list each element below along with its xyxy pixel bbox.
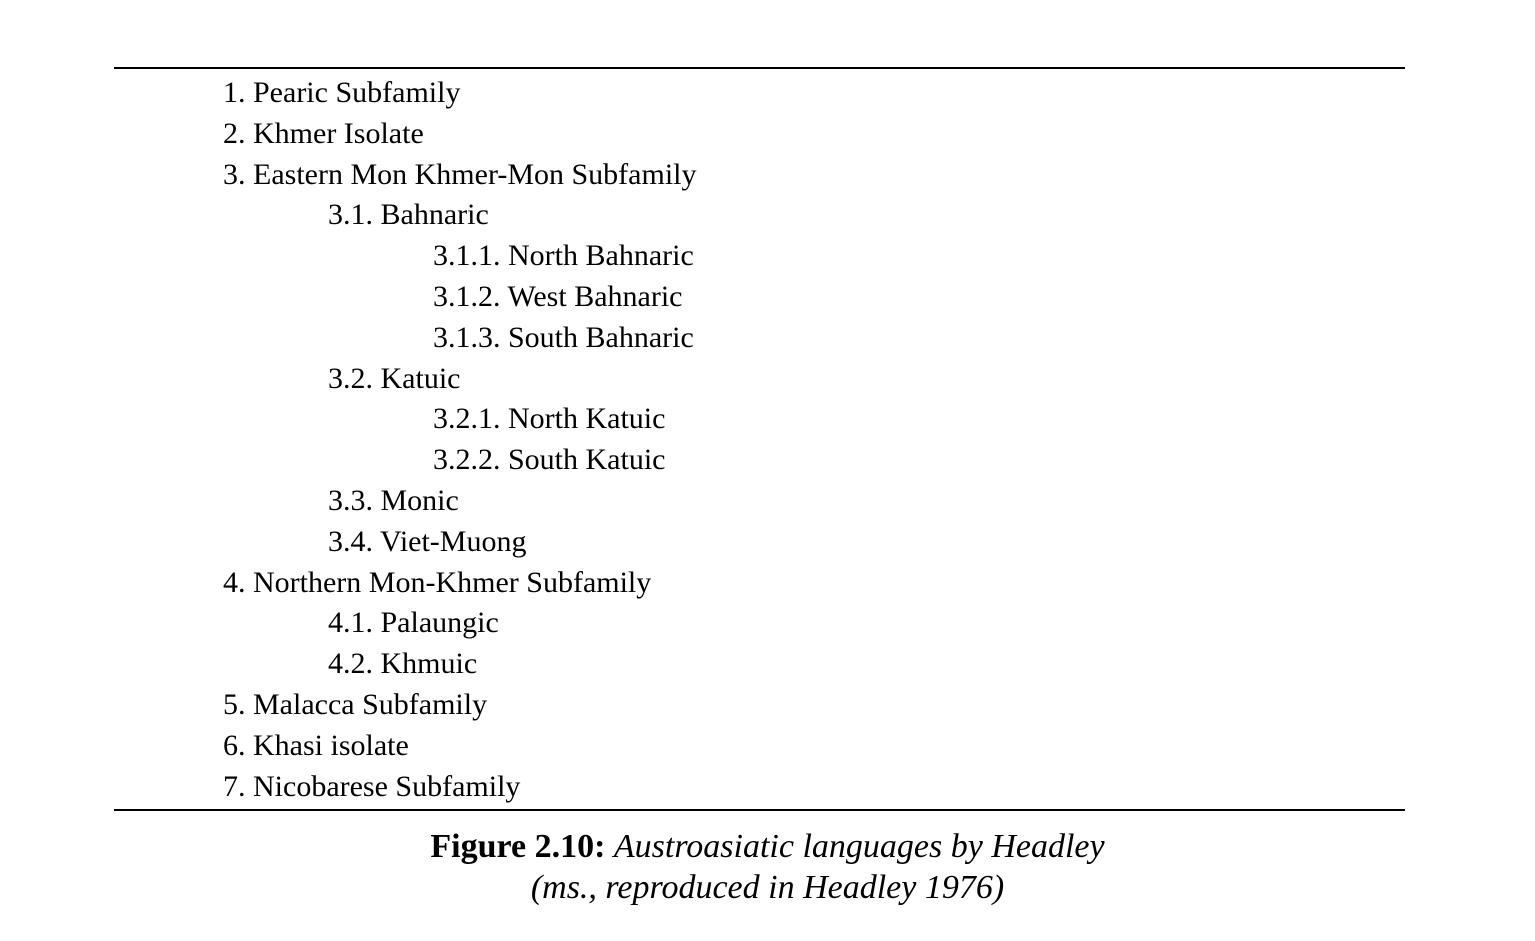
outline-item: 3.1.1. North Bahnaric — [433, 239, 694, 273]
figure-caption — [0, 826, 1535, 908]
bottom-rule — [114, 809, 1405, 811]
outline-item: 7. Nicobarese Subfamily — [223, 769, 521, 803]
outline-item: 3.2.1. North Katuic — [433, 402, 666, 436]
outline-item: 3.2. Katuic — [328, 361, 461, 395]
outline-item: 3.1.3. South Bahnaric — [433, 320, 694, 354]
outline-item: 2. Khmer Isolate — [223, 116, 424, 150]
outline-item: 5. Malacca Subfamily — [223, 687, 488, 721]
outline-item: 4. Northern Mon-Khmer Subfamily — [223, 565, 652, 599]
language-outline — [0, 73, 1535, 807]
caption-source: (ms., reproduced in Headley 1976) — [530, 869, 1005, 906]
outline-item: 3.2.2. South Katuic — [433, 443, 666, 477]
outline-item: 3.3. Monic — [328, 483, 459, 517]
outline-item: 4.2. Khmuic — [328, 647, 478, 681]
outline-item: 4.1. Palaungic — [328, 606, 499, 640]
outline-item: 3.1.2. West Bahnaric — [433, 279, 683, 313]
top-rule — [114, 67, 1405, 69]
outline-item: 3.4. Viet-Muong — [328, 524, 527, 558]
outline-item: 6. Khasi isolate — [223, 728, 409, 762]
caption-label: Figure 2.10: — [430, 828, 606, 865]
outline-item: 1. Pearic Subfamily — [223, 76, 461, 109]
outline-item: 3. Eastern Mon Khmer-Mon Subfamily — [223, 157, 697, 191]
outline-item: 3.1. Bahnaric — [328, 198, 489, 232]
caption-text: Austroasiatic languages by Headley — [613, 828, 1105, 865]
